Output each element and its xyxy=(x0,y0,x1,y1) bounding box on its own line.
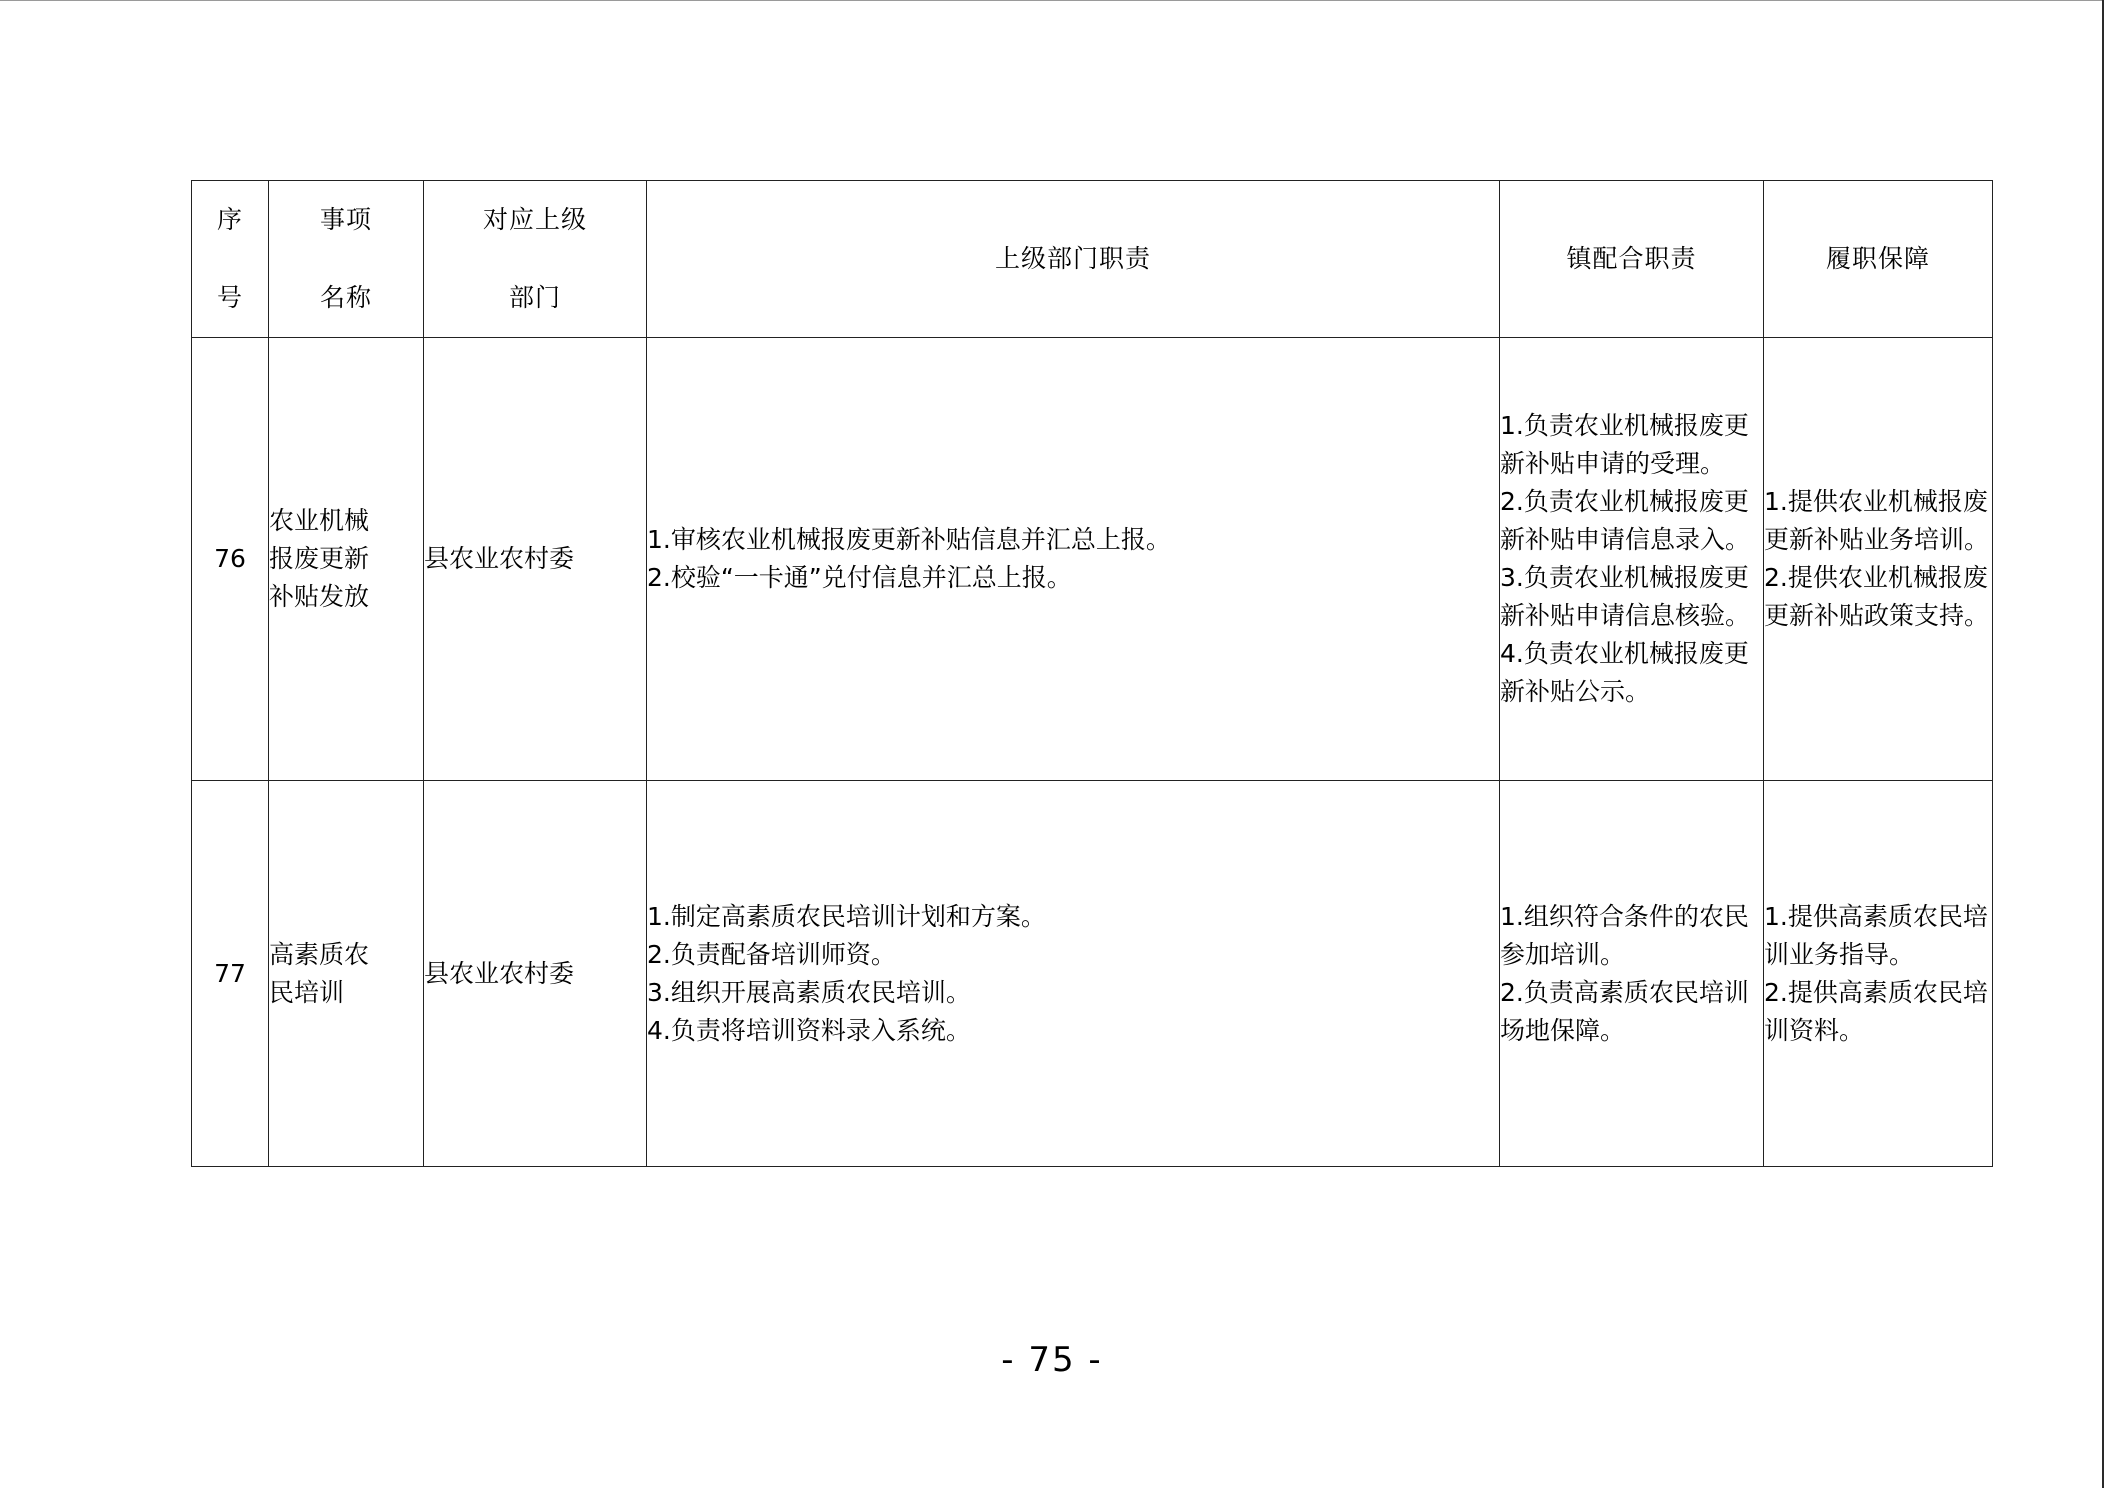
header-item-line2: 名称 xyxy=(319,283,372,312)
guarantee-item: 2.提供高素质农民培训资料。 xyxy=(1764,977,1988,1045)
header-upper-duty: 上级部门职责 xyxy=(647,181,1500,338)
page-top-rule xyxy=(0,0,2104,1)
header-seq-line2: 号 xyxy=(216,283,243,312)
row-town-duty-cell xyxy=(1500,338,1764,781)
row-item-line: 农业机械 xyxy=(269,506,370,535)
row-guarantee-cell xyxy=(1764,338,1993,781)
row-dept-cell: 县农业农村委 xyxy=(424,338,647,781)
header-seq xyxy=(192,181,269,338)
header-item xyxy=(269,181,424,338)
town-duty-item: 1.负责农业机械报废更新补贴申请的受理。 xyxy=(1500,411,1749,478)
upper-duty-item: 2.校验“一卡通”兑付信息并汇总上报。 xyxy=(647,563,1072,592)
table-header-row xyxy=(192,181,1993,338)
town-duty-item: 4.负责农业机械报废更新补贴公示。 xyxy=(1500,639,1749,706)
row-town-duty-cell xyxy=(1500,781,1764,1167)
guarantee-item: 1.提供农业机械报废更新补贴业务培训。 xyxy=(1764,487,1990,554)
upper-duty-item: 2.负责配备培训师资。 xyxy=(647,939,896,969)
duty-table xyxy=(191,180,1993,1167)
upper-duty-item: 4.负责将培训资料录入系统。 xyxy=(647,1015,971,1045)
page-number: - 75 - xyxy=(1001,1340,1103,1380)
upper-duty-item: 3.组织开展高素质农民培训。 xyxy=(647,977,971,1007)
header-dept xyxy=(424,181,647,338)
row-dept-cell: 县农业农村委 xyxy=(424,781,647,1167)
row-seq-cell: 76 xyxy=(192,338,269,781)
row-upper-duty-cell xyxy=(647,338,1500,781)
header-town-duty: 镇配合职责 xyxy=(1500,181,1764,338)
row-item-line: 高素质农 xyxy=(269,939,370,969)
row-guarantee-cell xyxy=(1764,781,1993,1167)
town-duty-item: 3.负责农业机械报废更新补贴申请信息核验。 xyxy=(1500,563,1751,630)
row-item-line: 民培训 xyxy=(269,977,345,1007)
row-upper-duty-cell xyxy=(647,781,1500,1167)
header-item-line1: 事项 xyxy=(319,205,372,234)
guarantee-item: 1.提供高素质农民培训业务指导。 xyxy=(1764,901,1988,969)
table-row xyxy=(192,338,1993,781)
row-item-cell xyxy=(269,781,424,1167)
upper-duty-item: 1.审核农业机械报废更新补贴信息并汇总上报。 xyxy=(647,525,1171,554)
header-seq-line1: 序 xyxy=(216,205,243,234)
guarantee-item: 2.提供农业机械报废更新补贴政策支持。 xyxy=(1764,563,1990,630)
header-dept-line2: 部门 xyxy=(508,283,561,312)
town-duty-item: 1.组织符合条件的农民参加培训。 xyxy=(1500,901,1749,969)
header-dept-line1: 对应上级 xyxy=(482,205,587,234)
header-guarantee: 履职保障 xyxy=(1764,181,1993,338)
row-item-cell xyxy=(269,338,424,781)
upper-duty-item: 1.制定高素质农民培训计划和方案。 xyxy=(647,901,1046,931)
town-duty-item: 2.负责农业机械报废更新补贴申请信息录入。 xyxy=(1500,487,1751,554)
row-seq-cell: 77 xyxy=(192,781,269,1167)
row-item-line: 报废更新 xyxy=(269,544,370,573)
row-item-line: 补贴发放 xyxy=(269,582,370,611)
town-duty-item: 2.负责高素质农民培训场地保障。 xyxy=(1500,977,1749,1045)
table-row xyxy=(192,781,1993,1167)
